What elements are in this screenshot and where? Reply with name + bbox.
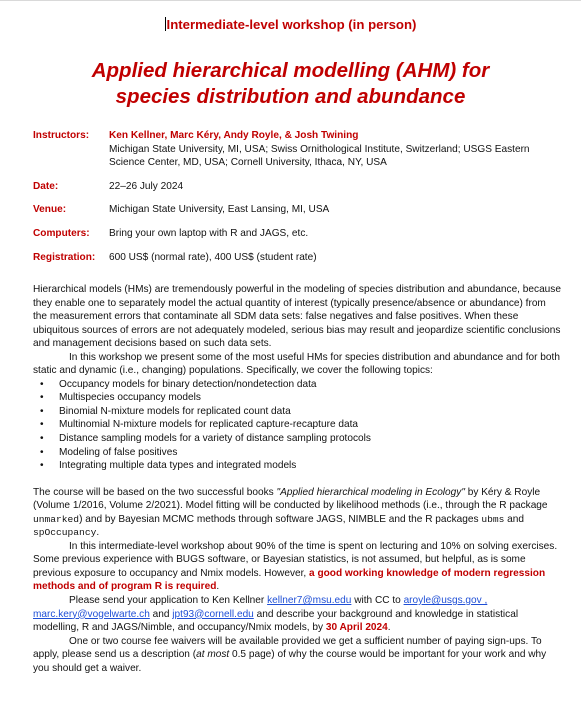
computers-row [33,227,563,241]
instructor-affiliations: Michigan State University, MI, USA; Swiss Ornithological Institute, Switzerland; USGS Eastern Science Center, MD, USA; Cornell University, Ithaca, NY, USA [109,143,530,169]
venue-row [33,203,563,217]
topic-item: • Binomial N-mixture models for replicated count data [33,405,561,419]
topic-item: • Integrating multiple data types and integrated models [33,459,561,473]
email-link-royle[interactable]: aroyle@usgs.gov , [403,595,488,607]
application-paragraph: Please send your application to Ken Kellner kellner7@msu.edu with CC to aroyle@usgs.gov , marc.kery@vogelwarte.ch and jpt93@cornell.edu and describe your background and knowledge in statistical modelling, R and JAGS/Nimble, and occupancy/Nmix models, by 30 April 2024. [33,595,519,634]
instructor-names: Ken Kellner, Marc Kéry, Andy Royle, & Josh Twining [109,130,359,141]
requirement-highlight: a good working knowledge of modern regression methods and of program R is required [33,567,546,593]
email-link-kellner[interactable]: kellner7@msu.edu [267,595,352,607]
date-row [33,180,563,194]
text-cursor [165,17,166,31]
email-link-twining[interactable]: jpt93@cornell.edu [172,608,254,620]
computers-value: Bring your own laptop with R and JAGS, etc. [109,227,309,239]
waiver-paragraph: One or two course fee waivers will be available provided we get a sufficient number of paying sign-ups. To apply, please send us a description (at most 0.5 page) of why the course would be important for your work and why you should get a waiver. [33,635,547,674]
registration-label: Registration: [33,251,96,263]
venue-value: Michigan State University, East Lansing, MI, USA [109,204,330,216]
workshop-level-heading: Intermediate-level workshop (in person) [166,17,417,32]
topic-item: • Occupancy models for binary detection/nondetection data [33,378,561,392]
instructors-row [33,129,563,170]
top-divider [0,0,581,1]
venue-label: Venue: [33,204,67,216]
title-line-1: Applied hierarchical modelling (AHM) for [91,59,490,82]
package-unmarked: unmarked [33,513,80,525]
at-most-emphasis: at most [196,649,230,661]
email-link-kery[interactable]: marc.kery@vogelwarte.ch [33,608,150,620]
topic-item: • Multinomial N-mixture models for replicated capture-recapture data [33,418,561,432]
topic-item: • Modeling of false positives [33,446,561,460]
registration-value: 600 US$ (normal rate), 400 US$ (student rate) [109,251,317,263]
page-title [0,58,581,110]
topic-item: • Distance sampling models for a variety of distance sampling protocols [33,432,561,446]
topic-list [33,378,561,473]
title-line-2: species distribution and abundance [115,85,466,108]
registration-row [33,251,563,265]
paragraph-gap [33,473,561,486]
workshop-scope-paragraph: In this workshop we present some of the most useful HMs for species distribution and abundance and for both static and dynamic (i.e., changing) populations. Specifically, we cover the following topics: [33,351,560,377]
package-ubms: ubms [481,513,505,525]
instructors-value [109,129,563,170]
workshop-description [33,283,561,675]
books-paragraph: The course will be based on the two successful books "Applied hierarchical modeling in Ecology" by Kéry & Royle (Volume 1/2016, Volume 2/2021). Model fitting will be conducted by likelihood methods (i.e., through the R package unmarked) and by Bayesian MCMC methods through software JAGS, NIMBLE and the R packages ubms and spOccupancy. [33,486,548,539]
instructors-label: Instructors: [33,130,90,141]
topic-item: • Multispecies occupancy models [33,391,561,405]
computers-label: Computers: [33,227,90,239]
format-paragraph: In this intermediate-level workshop about 90% of the time is spent on lecturing and 10% on solving exercises. Some previous experience with BUGS software, or Bayesian statistics, is not assumed, but helpful, as is some previous exposure to occupancy and Nmix models. However, a good working knowledge of modern regression methods and of program R is required. [33,540,558,593]
intro-paragraph: Hierarchical models (HMs) are tremendously powerful in the modeling of species distribution and abundance, because they enable one to separately model the actual quantity of interest (typically presence/absence or abundance) from the measurement errors that contaminate all SDM data sets: false negatives and false positives. When these ubiquitous sources of errors are not adequately modeled, serious bias may result and jeopardize scientific conclusions and management decisions based on such data sets. [33,284,561,350]
date-label: Date: [33,180,59,192]
application-deadline: 30 April 2024 [325,622,388,634]
workshop-info [33,129,563,274]
package-spoccupancy: spOccupancy [33,527,97,539]
date-value: 22–26 July 2024 [109,180,184,192]
book-title: "Applied hierarchical modeling in Ecology" [276,486,465,498]
